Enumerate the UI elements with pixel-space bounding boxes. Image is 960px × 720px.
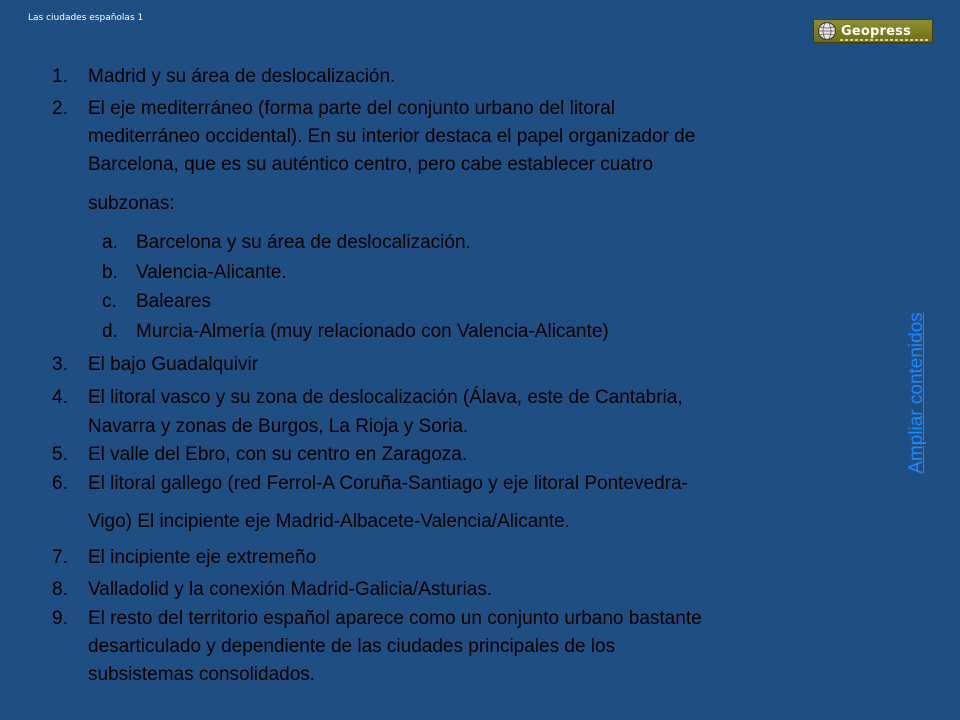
- list-text: El valle del Ebro, con su centro en Zaragoza.: [88, 444, 468, 465]
- list-text-line: mediterráneo occidental). En su interior destaca el papel organizador de: [88, 126, 696, 147]
- sublist-text: Baleares: [136, 291, 211, 312]
- list-number: 6.: [52, 473, 68, 494]
- list-number: 4.: [52, 387, 68, 408]
- list-text: Madrid y su área de deslocalización.: [88, 66, 396, 87]
- logo-tagline-decoration: [840, 39, 930, 41]
- list-text-line: El resto del territorio español aparece como un conjunto urbano bastante: [88, 608, 702, 629]
- globe-icon: [816, 20, 838, 42]
- list-number: 9.: [52, 608, 68, 629]
- list-text-line: subzonas:: [88, 193, 175, 214]
- ampliar-contenidos-link[interactable]: Ampliar contenidos: [906, 311, 927, 474]
- sublist-letter: a.: [102, 232, 118, 253]
- geopress-logo[interactable]: [813, 19, 933, 43]
- list-text-line: El litoral gallego (red Ferrol-A Coruña-Santiago y eje litoral Pontevedra-: [88, 473, 688, 494]
- list-text: El bajo Guadalquivir: [88, 354, 259, 375]
- list-text-line: desarticulado y dependiente de las ciudades principales de los: [88, 636, 616, 657]
- list-text-line: El litoral vasco y su zona de deslocalización (Álava, este de Cantabria,: [88, 387, 683, 408]
- sublist-text: Valencia-Alicante.: [136, 262, 287, 283]
- list-text-line: Barcelona, que es su auténtico centro, pero cabe establecer cuatro: [88, 154, 654, 175]
- list-text: Valladolid y la conexión Madrid-Galicia/Asturias.: [88, 579, 493, 600]
- list-number: 7.: [52, 547, 68, 568]
- sublist-letter: d.: [102, 321, 118, 342]
- slide-header-title: Las ciudades españolas 1: [28, 13, 144, 23]
- list-text-line: Vigo) El incipiente eje Madrid-Albacete-Valencia/Alicante.: [88, 511, 570, 532]
- list-number: 3.: [52, 354, 68, 375]
- ampliar-contenidos-container: [902, 290, 932, 495]
- sublist-letter: b.: [102, 262, 118, 283]
- list-text-line: Navarra y zonas de Burgos, La Rioja y Soria.: [88, 416, 469, 437]
- list-text-line: El eje mediterráneo (forma parte del conjunto urbano del litoral: [88, 98, 616, 119]
- sublist-letter: c.: [102, 291, 117, 312]
- list-text: El incipiente eje extremeño: [88, 547, 317, 568]
- list-text-line: subsistemas consolidados.: [88, 664, 316, 685]
- logo-text: Geopress: [841, 23, 912, 39]
- list-number: 5.: [52, 444, 68, 465]
- list-number: 1.: [52, 66, 68, 87]
- sublist-text: Barcelona y su área de deslocalización.: [136, 232, 471, 253]
- list-number: 2.: [52, 98, 68, 119]
- list-number: 8.: [52, 579, 68, 600]
- sublist-text: Murcia-Almería (muy relacionado con Valencia-Alicante): [136, 321, 609, 342]
